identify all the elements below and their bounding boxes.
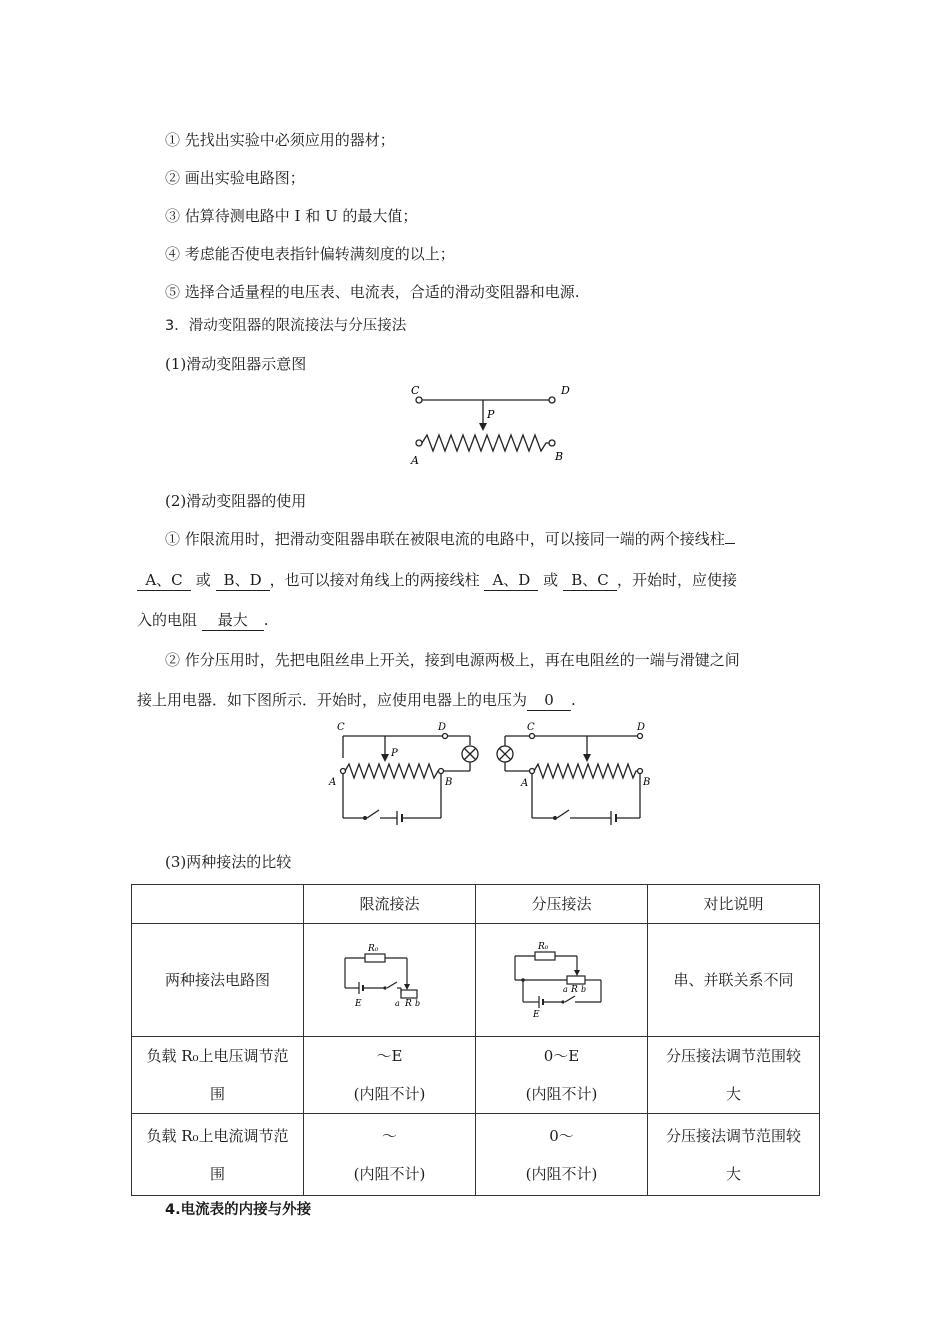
sub-heading-2: (2)滑动变阻器的使用 — [165, 492, 307, 510]
blank-ad: A、D — [484, 570, 538, 591]
blank-ac: A、C — [137, 570, 191, 591]
limiting-value: ～E — [376, 1047, 403, 1065]
R0-label: R₀ — [367, 944, 378, 954]
para-1-line-1 — [165, 529, 735, 549]
row-note-line-2: 大 — [725, 1085, 741, 1103]
divider-circuit — [507, 940, 617, 1020]
table-row — [132, 924, 820, 1037]
blank-zero: 0 — [527, 690, 571, 711]
label-A: A — [411, 454, 419, 465]
a-label: a — [562, 985, 568, 994]
para-1-end: ，开始时，应使接 — [616, 571, 737, 589]
limiting-circuit — [335, 940, 445, 1020]
header-cell — [132, 885, 304, 924]
limiting-value: ～ — [381, 1126, 397, 1145]
para-2-line-1: ② 作分压用时，先把电阻丝串上开关，接到电源两极上，再在电阻丝的一端与滑键之间 — [165, 651, 740, 669]
or-2: 或 — [543, 571, 559, 589]
divider-note: (内阻不计) — [525, 1085, 598, 1103]
table-row — [132, 1114, 820, 1196]
trailing-blank — [725, 543, 735, 544]
header-cell: 对比说明 — [648, 885, 820, 924]
divider-circuits — [325, 718, 655, 830]
row-label — [132, 1114, 304, 1196]
step-3: ③ 估算待测电路中 I 和 U 的最大值； — [165, 207, 418, 225]
limiting-cell — [304, 1114, 476, 1196]
para-2-line-2-start: 接上用电器．如下图所示．开始时，应使用电器上的电压为 — [137, 691, 528, 709]
divider-value: 0～E — [543, 1047, 580, 1065]
left-label-A: A — [329, 777, 337, 788]
table-header-row — [132, 885, 820, 924]
label-B: B — [555, 450, 564, 463]
limiting-circuit-cell — [304, 924, 476, 1037]
a-label: a — [394, 999, 400, 1008]
step-2: ② 画出实验电路图； — [165, 169, 305, 187]
row-note-line-1: 分压接法调节范围较 — [665, 1047, 801, 1065]
E-label: E — [354, 999, 362, 1009]
row-note — [648, 1114, 820, 1196]
limiting-note: (内阻不计) — [353, 1164, 426, 1183]
divider-cell — [476, 1114, 648, 1196]
R-label: R — [404, 999, 412, 1009]
para-1-mid: ，也可以接对角线上的两接线柱 — [269, 571, 480, 589]
row-label-line-2: 围 — [209, 1085, 225, 1103]
para-1-text: ① 作限流用时，把滑动变阻器串联在被限电流的电路中，可以接同一端的两个接线柱 — [165, 530, 725, 548]
row-label — [132, 1037, 304, 1114]
row-label-line-1: 负载 R₀上电压调节范 — [146, 1047, 289, 1065]
right-label-D: D — [637, 722, 646, 733]
sub-heading-1: (1)滑动变阻器示意图 — [165, 355, 307, 373]
row-note: 串、并联关系不同 — [648, 924, 820, 1037]
row-label: 两种接法电路图 — [132, 924, 304, 1037]
divider-note: (内阻不计) — [525, 1164, 598, 1183]
divider-circuit-cell — [476, 924, 648, 1037]
sub-heading-3: (3)两种接法的比较 — [165, 853, 292, 871]
R0-label: R₀ — [537, 942, 548, 952]
limiting-note: (内阻不计) — [353, 1085, 426, 1103]
E-label: E — [532, 1010, 540, 1020]
para-1-line-3 — [137, 610, 269, 631]
b-label: b — [414, 999, 420, 1008]
right-label-C: C — [527, 722, 535, 733]
table-row — [132, 1037, 820, 1114]
label-P: P — [487, 408, 495, 421]
b-label: b — [580, 985, 586, 994]
para-1-line-2 — [137, 570, 737, 591]
right-label-B: B — [643, 777, 651, 788]
divider-value: 0～ — [549, 1126, 574, 1145]
left-label-C: C — [337, 722, 345, 733]
rheostat-schematic — [405, 380, 575, 465]
R-label: R — [570, 985, 578, 995]
or-1: 或 — [195, 571, 211, 589]
step-4: ④ 考虑能否使电表指针偏转满刻度的以上； — [165, 245, 455, 263]
divider-cell — [476, 1037, 648, 1114]
blank-bd: B、D — [216, 570, 270, 591]
row-note-line-2: 大 — [725, 1164, 741, 1183]
section4-heading: 4.电流表的内接与外接 — [165, 1202, 312, 1218]
header-cell: 限流接法 — [304, 885, 476, 924]
row-note-line-1: 分压接法调节范围较 — [665, 1126, 801, 1145]
section3-heading: 3．滑动变阻器的限流接法与分压接法 — [165, 318, 407, 334]
left-label-D: D — [438, 722, 447, 733]
label-D: D — [561, 384, 570, 397]
para-1-line-3-start: 入的电阻 — [137, 611, 198, 629]
right-label-A: A — [521, 778, 529, 789]
comparison-table — [131, 884, 820, 1196]
row-label-line-1: 负载 R₀上电流调节范 — [146, 1126, 289, 1145]
step-1: ① 先找出实验中必须应用的器材； — [165, 131, 395, 149]
step-5: ⑤ 选择合适量程的电压表、电流表，合适的滑动变阻器和电源. — [165, 283, 580, 301]
para-2-line-2 — [137, 690, 576, 711]
header-cell: 分压接法 — [476, 885, 648, 924]
para-2-line-2-end: . — [571, 691, 576, 709]
left-label-B: B — [445, 777, 453, 788]
blank-max: 最大 — [202, 610, 264, 631]
row-note — [648, 1037, 820, 1114]
label-C: C — [411, 384, 420, 397]
row-label-line-2: 围 — [209, 1164, 225, 1183]
blank-bc: B、C — [563, 570, 617, 591]
left-label-P: P — [391, 748, 398, 759]
limiting-cell — [304, 1037, 476, 1114]
para-1-line-3-end: . — [263, 611, 269, 629]
